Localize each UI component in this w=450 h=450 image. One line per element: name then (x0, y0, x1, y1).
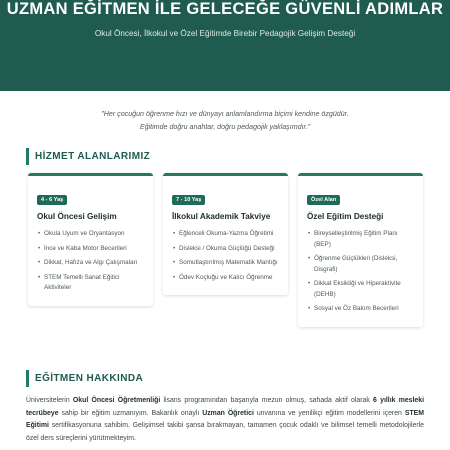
service-card-special-ed (298, 173, 423, 327)
service-item: • Sosyal ve Öz Bakım Becerileri (307, 304, 414, 315)
about-paragraph (26, 395, 424, 445)
service-item: • Öğrenme Güçlükleri (Disleksi, Disgrafi) (307, 254, 414, 275)
hero-banner (0, 0, 450, 91)
about-highlight: Uzman Öğretici (202, 409, 254, 417)
service-list (37, 229, 144, 294)
service-item: • Okula Uyum ve Oryantasyon (37, 229, 144, 240)
service-item: • Somutlaştırılmış Matematik Mantığı (172, 258, 279, 269)
services-heading: HİZMET ALANLARIMIZ (26, 148, 150, 165)
area-badge: Özel Alan (307, 195, 340, 205)
service-list (307, 229, 414, 315)
service-card-preschool (28, 173, 153, 306)
about-text: lisans programından başarıyla mezun olmuş, sahada aktif olarak (160, 397, 374, 404)
quote-line-1: "Her çocuğun öğrenme hızı ve dünyayı anlamlandırma biçimi kendine özgüdür. (101, 110, 349, 118)
service-item: • STEM Temelli Sanat Eğitici Aktiviteler (37, 273, 144, 294)
service-item: • Dikkat Eksikliği ve Hiperaktivite (DEHB) (307, 279, 414, 300)
about-text: sahip bir eğitim uzmanıyım. Bakanlık onaylı (58, 409, 203, 417)
about-highlight: 6 yıllık mesleki tecrübeye (26, 397, 424, 417)
about-highlight: Okul Öncesi Öğretmenliği (72, 397, 161, 404)
service-card-primary (163, 173, 288, 295)
service-item: • Eğlenceli Okuma-Yazma Öğretimi (172, 229, 279, 240)
service-item: • Disleksi / Okuma Güçlüğü Desteği (172, 244, 279, 255)
service-list (172, 229, 279, 283)
page-title: UZMAN EĞİTMEN İLE GELECEĞE GÜVENLİ ADIMLAR (6, 0, 444, 18)
service-item: • Bireyselleştirilmiş Eğitim Planı (BEP) (307, 229, 414, 250)
age-badge: 4 - 6 Yaş (37, 195, 67, 205)
service-item: • Dikkat, Hafıza ve Algı Çalışmaları (37, 258, 144, 269)
motto-quote (40, 108, 410, 133)
service-item: • İnce ve Kaba Motor Becerileri (37, 244, 144, 255)
about-text: sertifikasyonuna sahibim. Gelişimsel takibi şansa bırakmayan, tamamen çocuk odaklı ve bilimsel temelli metodolojilerle özel ders süreçlerini yürütmekteyim. (26, 422, 424, 442)
about-highlight: STEM Eğitimi (26, 409, 424, 429)
card-title: Özel Eğitim Desteği (307, 212, 384, 221)
card-title: Okul Öncesi Gelişim (37, 212, 117, 221)
about-text: Üniversitelerin (26, 397, 73, 404)
card-title: İlkokul Akademik Takviye (172, 212, 271, 221)
page-subtitle: Okul Öncesi, İlkokul ve Özel Eğitimde Birebir Pedagojik Gelişim Desteği (94, 29, 356, 38)
about-heading: EĞİTMEN HAKKINDA (26, 370, 143, 387)
about-text: unvanına ve yenilikçi eğitim modellerini içeren (253, 409, 405, 417)
age-badge: 7 - 10 Yaş (172, 195, 205, 205)
quote-line-2: Eğitimde doğru anahtar, doğru pedagojik yaklaşımdır." (139, 122, 311, 131)
service-item: • Ödev Koçluğu ve Kalıcı Öğrenme (172, 273, 279, 284)
